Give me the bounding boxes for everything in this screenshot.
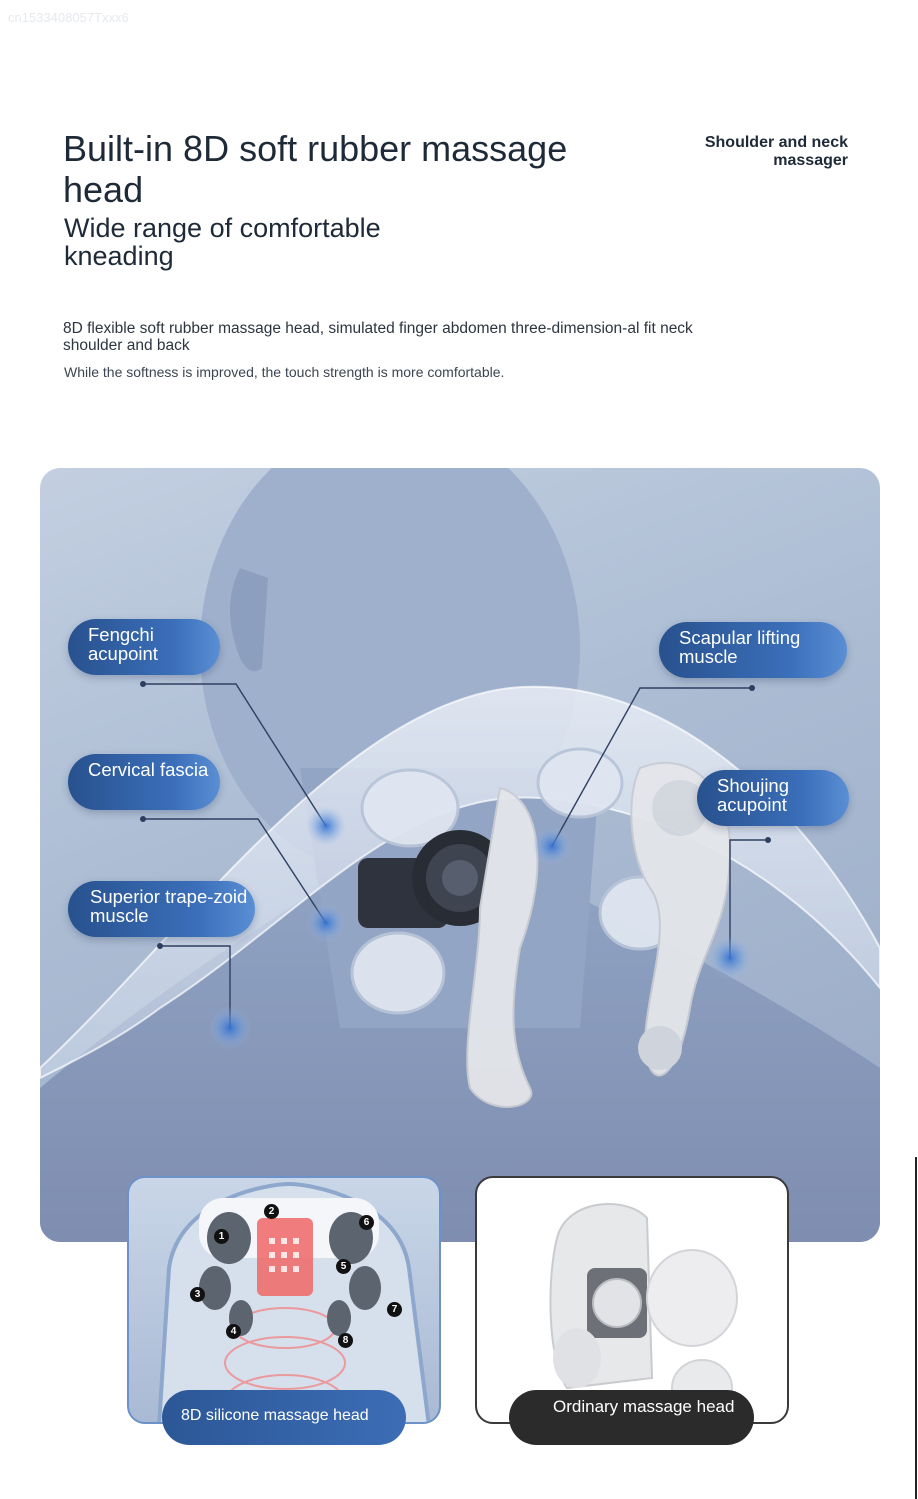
hero-illustration xyxy=(40,468,880,1242)
edge-divider xyxy=(915,1157,917,1499)
marker-2: 2 xyxy=(264,1204,279,1219)
callout-cervical-fascia: Cervical fascia xyxy=(68,754,220,810)
comparison-card-8d xyxy=(127,1176,441,1424)
product-brand-label: Shoulder and neck massager xyxy=(704,134,848,169)
label-8d-silicone-head: 8D silicone massage head xyxy=(162,1390,406,1445)
8d-massage-head-diagram xyxy=(129,1178,441,1424)
description-primary: 8D flexible soft rubber massage head, simulated finger abdomen three-dimension-al fit neck shoulder and back xyxy=(63,320,693,354)
description-secondary: While the softness is improved, the touch strength is more comfortable. xyxy=(64,364,505,380)
marker-7: 7 xyxy=(387,1302,402,1317)
page-title: Built-in 8D soft rubber massage head xyxy=(63,128,568,210)
comparison-card-ordinary xyxy=(475,1176,789,1424)
label-ordinary-head: Ordinary massage head xyxy=(509,1390,754,1445)
callout-fengchi-acupoint: Fengchi acupoint xyxy=(68,619,220,675)
callout-superior-trapezoid: Superior trape-zoid muscle xyxy=(68,881,255,937)
marker-6: 6 xyxy=(359,1215,374,1230)
ordinary-massage-head-diagram xyxy=(477,1178,789,1424)
callout-shoujing-acupoint: Shoujing acupoint xyxy=(697,770,849,826)
marker-4: 4 xyxy=(226,1324,241,1339)
marker-5: 5 xyxy=(336,1259,351,1274)
marker-8: 8 xyxy=(338,1333,353,1348)
marker-3: 3 xyxy=(190,1287,205,1302)
marker-1: 1 xyxy=(214,1229,229,1244)
callout-scapular-lifting-muscle: Scapular lifting muscle xyxy=(659,622,847,678)
watermark-text: cn1533408057Txxx6 xyxy=(8,10,129,25)
neck-massager-illustration xyxy=(40,468,880,1242)
page-subtitle: Wide range of comfortable kneading xyxy=(64,213,381,271)
